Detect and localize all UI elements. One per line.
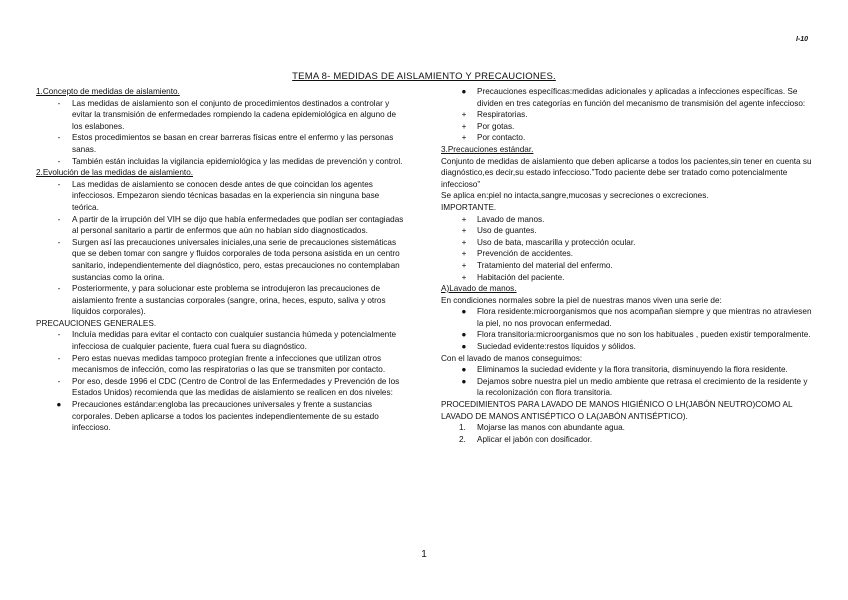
list-item: + Habitación del paciente. [441, 272, 813, 284]
list-item: + Tratamiento del material del enfermo. [441, 260, 813, 272]
list-item: - Pero estas nuevas medidas tampoco protegían frente a infecciones que utilizan otros mecanismos de infección, como las respiratorias o las que se transmiten por contacto. [36, 353, 408, 376]
list-item: - Las medidas de aislamiento se conocen desde antes de que coincidan los agentes infecciosos. Empezaron siendo técnicas basadas en la experiencia sin ninguna base teórica. [36, 179, 408, 214]
plus-icon: + [461, 272, 467, 282]
list-item: - También están incluidas la vigilancia epidemiológica y las medidas de prevención y control. [36, 156, 408, 168]
list-item: - Incluía medidas para evitar el contacto con cualquier sustancia húmeda y potencialmente infecciosa de cualquier paciente, fuera cual fuera su diagnóstico. [36, 329, 408, 352]
list-item: + Lavado de manos. [441, 214, 813, 226]
list-item: - Las medidas de aislamiento son el conjunto de procedimientos destinados a controlar y evitar la transmisión de enfermedades rompiendo la cadena epidemiológica en alguno de los eslabones. [36, 98, 408, 133]
list-item: - A partir de la irrupción del VIH se dijo que había enfermedades que podían ser contagiadas al personal sanitario a partir de enfermos que aún no habían sido diagnosticados. [36, 214, 408, 237]
page-number: 1 [421, 549, 427, 560]
dash-icon: - [57, 376, 61, 386]
list-item: ● Flora residente:microorganismos que nos acompañan siempre y que mientras no atraviesen la piel, no nos provocan enfermedad. [441, 306, 813, 329]
dash-icon: - [57, 284, 61, 294]
list-item: ● Suciedad evidente:restos líquidos y sólidos. [441, 341, 813, 353]
list-item: + Respiratorias. [441, 109, 813, 121]
list-item: - Por eso, desde 1996 el CDC (Centro de Control de las Enfermedades y Prevención de los Estados Unidos) recomienda que las medidas de aislamiento se realicen en dos niveles: [36, 376, 408, 399]
plus-icon: + [461, 214, 467, 224]
right-column [441, 86, 813, 445]
plus-icon: + [461, 133, 467, 143]
list-item: + Por gotas. [441, 121, 813, 133]
bullet-icon: ● [461, 342, 467, 352]
bullet-icon: ● [461, 87, 467, 96]
list-item: 1. Mojarse las manos con abundante agua. [459, 423, 625, 433]
list-item: ● Eliminamos la suciedad evidente y la flora transitoria, disminuyendo la flora residente. [441, 364, 813, 376]
dash-icon: - [57, 98, 61, 108]
list-item: - Surgen así las precauciones universales iniciales,una serie de precauciones sistemáticas que se deben tomar con sangre y fluidos corporales de toda persona asistida en un centro sanitario, independientemente del diagnóstico, pero, estas precauciones no contemplaban sustancias como la orina. [36, 237, 408, 283]
list-item: - Estos procedimientos se basan en crear barreras físicas entre el enfermo y las personas sanas. [36, 132, 408, 155]
bullet-icon: ● [461, 330, 467, 340]
bullet-icon: ● [461, 376, 467, 386]
list-item: 2. Aplicar el jabón con dosificador. [459, 434, 593, 444]
list-item: + Uso de guantes. [441, 225, 813, 237]
list-item: - Posteriormente, y para solucionar este problema se introdujeron las precauciones de aislamiento frente a sustancias corporales (sangre, orina, heces, esputo, saliva y otros líquidos corporales). [36, 283, 408, 318]
paragraph: PROCEDIMIENTOS PARA LAVADO DE MANOS HIGIÉNICO O LH(JABÓN NEUTRO)COMO AL LAVADO DE MANOS ANTISÉPTICO O LA(JABÓN ANTISÉPTICO). [441, 400, 793, 421]
left-column [36, 86, 408, 434]
page-title: TEMA 8- MEDIDAS DE AISLAMIENTO Y PRECAUCIONES. [292, 71, 556, 82]
dash-icon: - [57, 353, 61, 363]
paragraph: Con el lavado de manos conseguimos: [441, 353, 583, 363]
corner-mark: I-10 [795, 36, 808, 43]
section-1-heading: 1.Concepto de medidas de aislamiento. [36, 87, 180, 96]
bullet-icon: ● [461, 307, 467, 317]
dash-icon: - [57, 330, 61, 340]
list-item: ● Dejamos sobre nuestra piel un medio ambiente que retrasa el crecimiento de la residente y la recolonización con flora transitoria. [441, 376, 813, 399]
plus-icon: + [461, 110, 467, 120]
dash-icon: - [57, 133, 61, 143]
paragraph: En condiciones normales sobre la piel de nuestras manos viven una serie de: [441, 295, 722, 305]
section-a-heading: A)Lavado de manos. [441, 284, 517, 294]
list-item: ● Flora transitoria:microorganismos que no son los habituales , pueden existir temporalmente. [441, 329, 813, 341]
list-item: + Uso de bata, mascarilla y protección ocular. [441, 237, 813, 249]
dash-icon: - [57, 237, 61, 247]
list-item: + Prevención de accidentes. [441, 248, 813, 260]
list-item: + Por contacto. [441, 132, 813, 144]
bullet-icon: ● [461, 365, 467, 375]
important-label: IMPORTANTE. [441, 202, 497, 212]
dash-icon: - [57, 214, 61, 224]
general-precautions-heading: PRECAUCIONES GENERALES. [36, 318, 157, 328]
paragraph: Conjunto de medidas de aislamiento que deben aplicarse a todos los pacientes,sin tener en cuenta su diagnóstico,es decir,su estado infeccioso.”Todo paciente debe ser tratado como potencialmente infeccioso” [441, 156, 812, 189]
plus-icon: + [461, 237, 467, 247]
section-2-heading: 2.Evolución de las medidas de aislamiento. [36, 168, 194, 178]
plus-icon: + [461, 260, 467, 270]
plus-icon: + [461, 121, 467, 131]
bullet-icon: ● [56, 400, 62, 410]
section-3-heading: 3.Precauciones estándar. [441, 144, 534, 154]
dash-icon: - [57, 179, 61, 189]
plus-icon: + [461, 249, 467, 259]
dash-icon: - [57, 156, 61, 166]
plus-icon: + [461, 226, 467, 236]
list-item: ● Precauciones estándar:engloba las precauciones universales y frente a sustancias corporales. Deben aplicarse a todos los pacientes independientemente de su estado infeccioso. [36, 399, 408, 434]
list-item: ● Precauciones específicas:medidas adicionales y aplicadas a infecciones específicas. Se dividen en tres categorías en función del mecanismo de transmisión del agente infeccioso: [441, 86, 813, 109]
paragraph: Se aplica en:piel no intacta,sangre,mucosas y secreciones o excreciones. [441, 191, 709, 201]
